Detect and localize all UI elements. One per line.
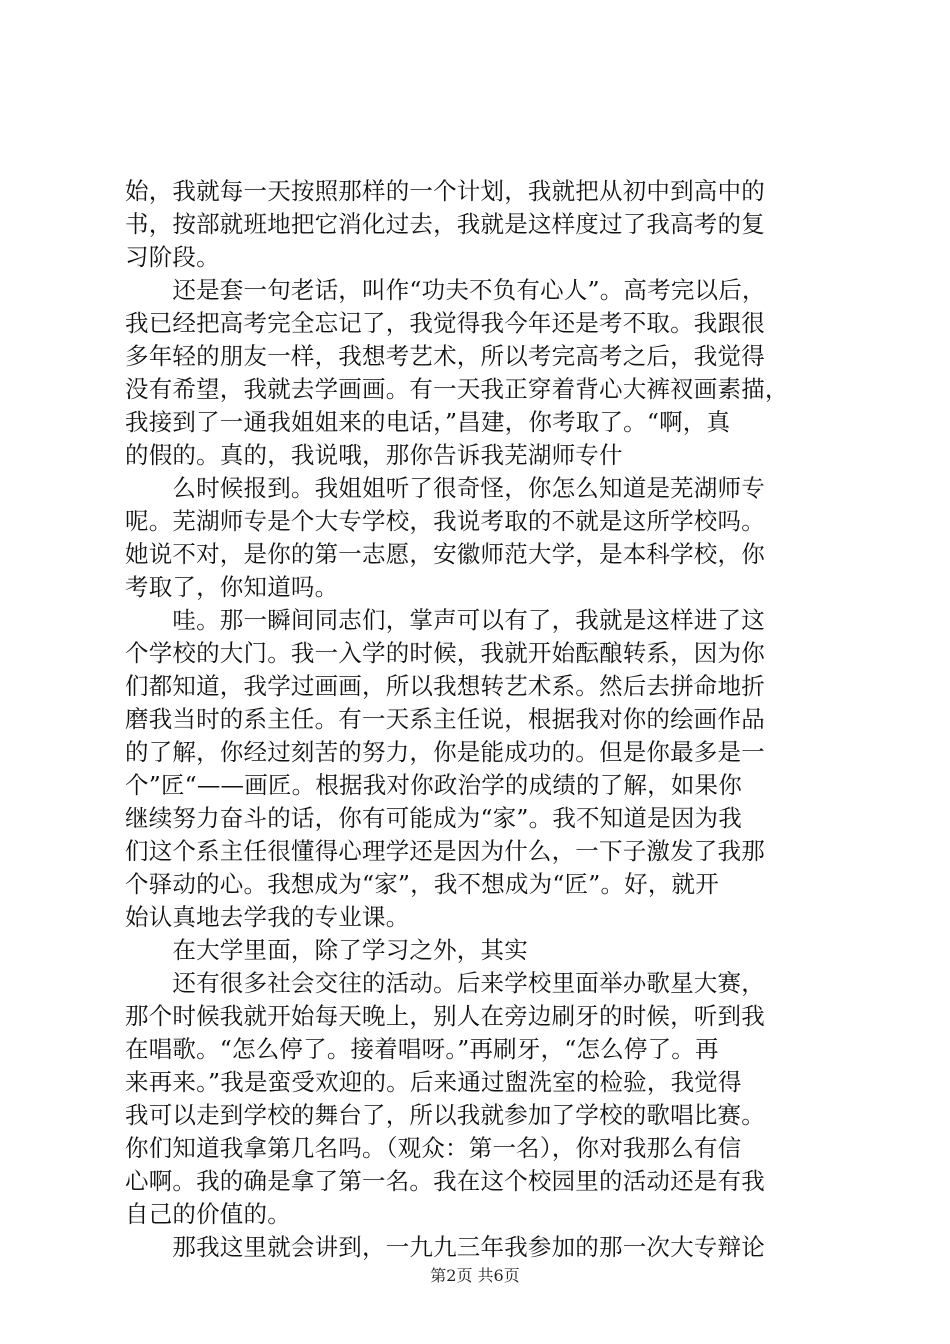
- text-line: 书，按部就班地把它消化过去，我就是这样度过了我高考的复: [125, 210, 765, 238]
- text-line: 磨我当时的系主任。有一天系主任说，根据我对你的绘画作品: [125, 705, 765, 733]
- text-line: 我可以走到学校的舞台了，所以我就参加了学校的歌唱比赛。: [125, 1101, 765, 1129]
- text-line: 个学校的大门。我一入学的时候，我就开始酝酿转系，因为你: [125, 639, 765, 667]
- text-line: 哇。那一瞬间同志们，掌声可以有了，我就是这样进了这: [125, 606, 765, 634]
- text-line: 们都知道，我学过画画，所以我想转艺术系。然后去拼命地折: [125, 672, 765, 700]
- body-text: [125, 175, 835, 1264]
- text-line: 没有希望，我就去学画画。有一天我正穿着背心大裤衩画素描，: [125, 375, 789, 403]
- text-line: 考取了，你知道吗。: [125, 573, 339, 601]
- text-line: 始认真地去学我的专业课。: [125, 903, 410, 931]
- text-line: 自己的价值的。: [125, 1200, 291, 1228]
- text-line: 你们知道我拿第几名吗。（观众：第一名），你对我那么有信: [125, 1134, 742, 1162]
- text-line: 的假的。真的，我说哦，那你告诉我芜湖师专什: [125, 441, 623, 469]
- text-line: 在大学里面，除了学习之外，其实: [125, 936, 528, 964]
- text-line: 么时候报到。我姐姐听了很奇怪，你怎么知道是芜湖师专: [125, 474, 765, 502]
- text-line: 还有很多社会交往的活动。后来学校里面举办歌星大赛，: [125, 969, 765, 997]
- text-line: 我接到了一通我姐姐来的电话，”昌建，你考取了。“啊，真: [125, 408, 731, 436]
- text-line: 她说不对，是你的第一志愿，安徽师范大学，是本科学校，你: [125, 540, 765, 568]
- text-line: 那个时候我就开始每天晚上，别人在旁边刷牙的时候，听到我: [125, 1002, 765, 1030]
- text-line: 来再来。”我是蛮受欢迎的。后来通过盥洗室的检验，我觉得: [125, 1068, 742, 1096]
- text-line: 我已经把高考完全忘记了，我觉得我今年还是考不取。我跟很: [125, 309, 765, 337]
- text-line: 的了解，你经过刻苦的努力，你是能成功的。但是你最多是一: [125, 738, 765, 766]
- text-line: 还是套一句老话，叫作“功夫不负有心人”。高考完以后，: [125, 276, 766, 304]
- text-line: 始，我就每一天按照那样的一个计划，我就把从初中到高中的: [125, 177, 765, 205]
- text-line: 们这个系主任很懂得心理学还是因为什么，一下子激发了我那: [125, 837, 765, 865]
- text-line: 多年轻的朋友一样，我想考艺术，所以考完高考之后，我觉得: [125, 342, 765, 370]
- text-line: 那我这里就会讲到，一九九三年我参加的那一次大专辩论: [125, 1233, 765, 1261]
- text-line: 个驿动的心。我想成为“家”，我不想成为“匠”。好，就开: [125, 870, 719, 898]
- page-footer: [0, 1266, 950, 1286]
- text-line: 在唱歌。“怎么停了。接着唱呀。”再刷牙，“怎么停了。再: [125, 1035, 719, 1063]
- page-number: 第2页 共6页: [430, 1266, 520, 1285]
- text-line: 继续努力奋斗的话，你有可能成为“家”。我不知道是因为我: [125, 804, 742, 832]
- text-line: 呢。芜湖师专是个大专学校，我说考取的不就是这所学校吗。: [125, 507, 765, 535]
- text-line: 习阶段。: [125, 243, 220, 271]
- text-line: 心啊。我的确是拿了第一名。我在这个校园里的活动还是有我: [125, 1167, 765, 1195]
- text-line: 个”匠“——画匠。根据我对你政治学的成绩的了解，如果你: [125, 771, 742, 799]
